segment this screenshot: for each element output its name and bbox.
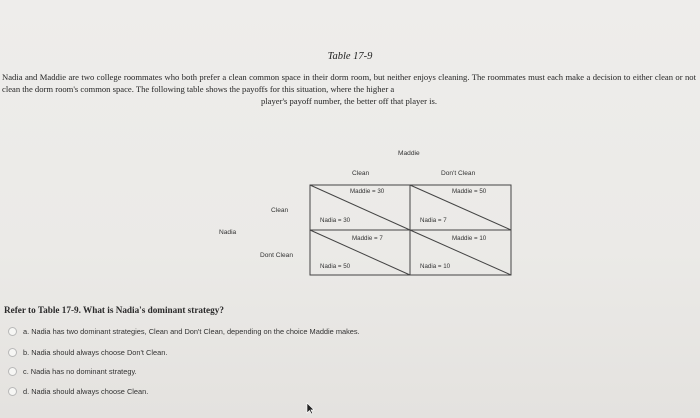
column-header-clean: Clean (352, 170, 370, 177)
option-d[interactable] (8, 387, 148, 396)
description-line-1: Nadia and Maddie are two college roommates who both prefer a clean common space in their dorm room, but neither enjoys cleaning. The roommates must (2, 72, 545, 82)
option-d-label: d. Nadia should always choose Clean. (23, 387, 149, 396)
cell-clean-dontclean-nadia: Nadia = 7 (420, 217, 447, 224)
radio-button-icon[interactable] (8, 367, 17, 376)
cell-clean-clean-maddie: Maddie = 30 (350, 188, 385, 195)
table-title: Table 17-9 (327, 51, 373, 62)
description-line-3: player's payoff number, the better off that player is. (260, 96, 438, 106)
option-a[interactable] (8, 327, 360, 336)
cell-dontclean-dontclean-maddie: Maddie = 10 (452, 235, 487, 242)
problem-description (2, 71, 696, 107)
option-b-label: b. Nadia should always choose Don't Clean. (23, 348, 168, 357)
option-c[interactable] (8, 367, 137, 376)
option-c-label: c. Nadia has no dominant strategy. (23, 367, 137, 376)
column-header-dont-clean: Don't Clean (441, 170, 476, 177)
option-a-label: a. Nadia has two dominant strategies, Clean and Don't Clean, depending on the choice Maddie makes. (23, 327, 360, 336)
cell-clean-clean-nadia: Nadia = 30 (320, 217, 351, 224)
radio-button-icon[interactable] (8, 327, 17, 336)
row-player-label: Nadia (219, 229, 237, 236)
description-line-2: each make a decision to either clean or not clean the dorm room's common space. The following table shows the payoffs for this situation, where the higher a (2, 72, 696, 94)
radio-button-icon[interactable] (8, 387, 17, 396)
option-b[interactable] (8, 348, 167, 357)
mouse-pointer-icon (306, 402, 315, 415)
cell-dontclean-clean-nadia: Nadia = 50 (320, 263, 351, 270)
row-header-dont-clean: Dont Clean (260, 252, 293, 259)
cell-clean-dontclean-maddie: Maddie = 50 (452, 188, 487, 195)
column-player-label: Maddie (398, 150, 420, 157)
radio-button-icon[interactable] (8, 348, 17, 357)
row-header-clean: Clean (271, 207, 289, 214)
question-text: Refer to Table 17-9. What is Nadia's dominant strategy? (4, 305, 224, 315)
cell-dontclean-clean-maddie: Maddie = 7 (352, 235, 383, 242)
cell-dontclean-dontclean-nadia: Nadia = 10 (420, 263, 451, 270)
